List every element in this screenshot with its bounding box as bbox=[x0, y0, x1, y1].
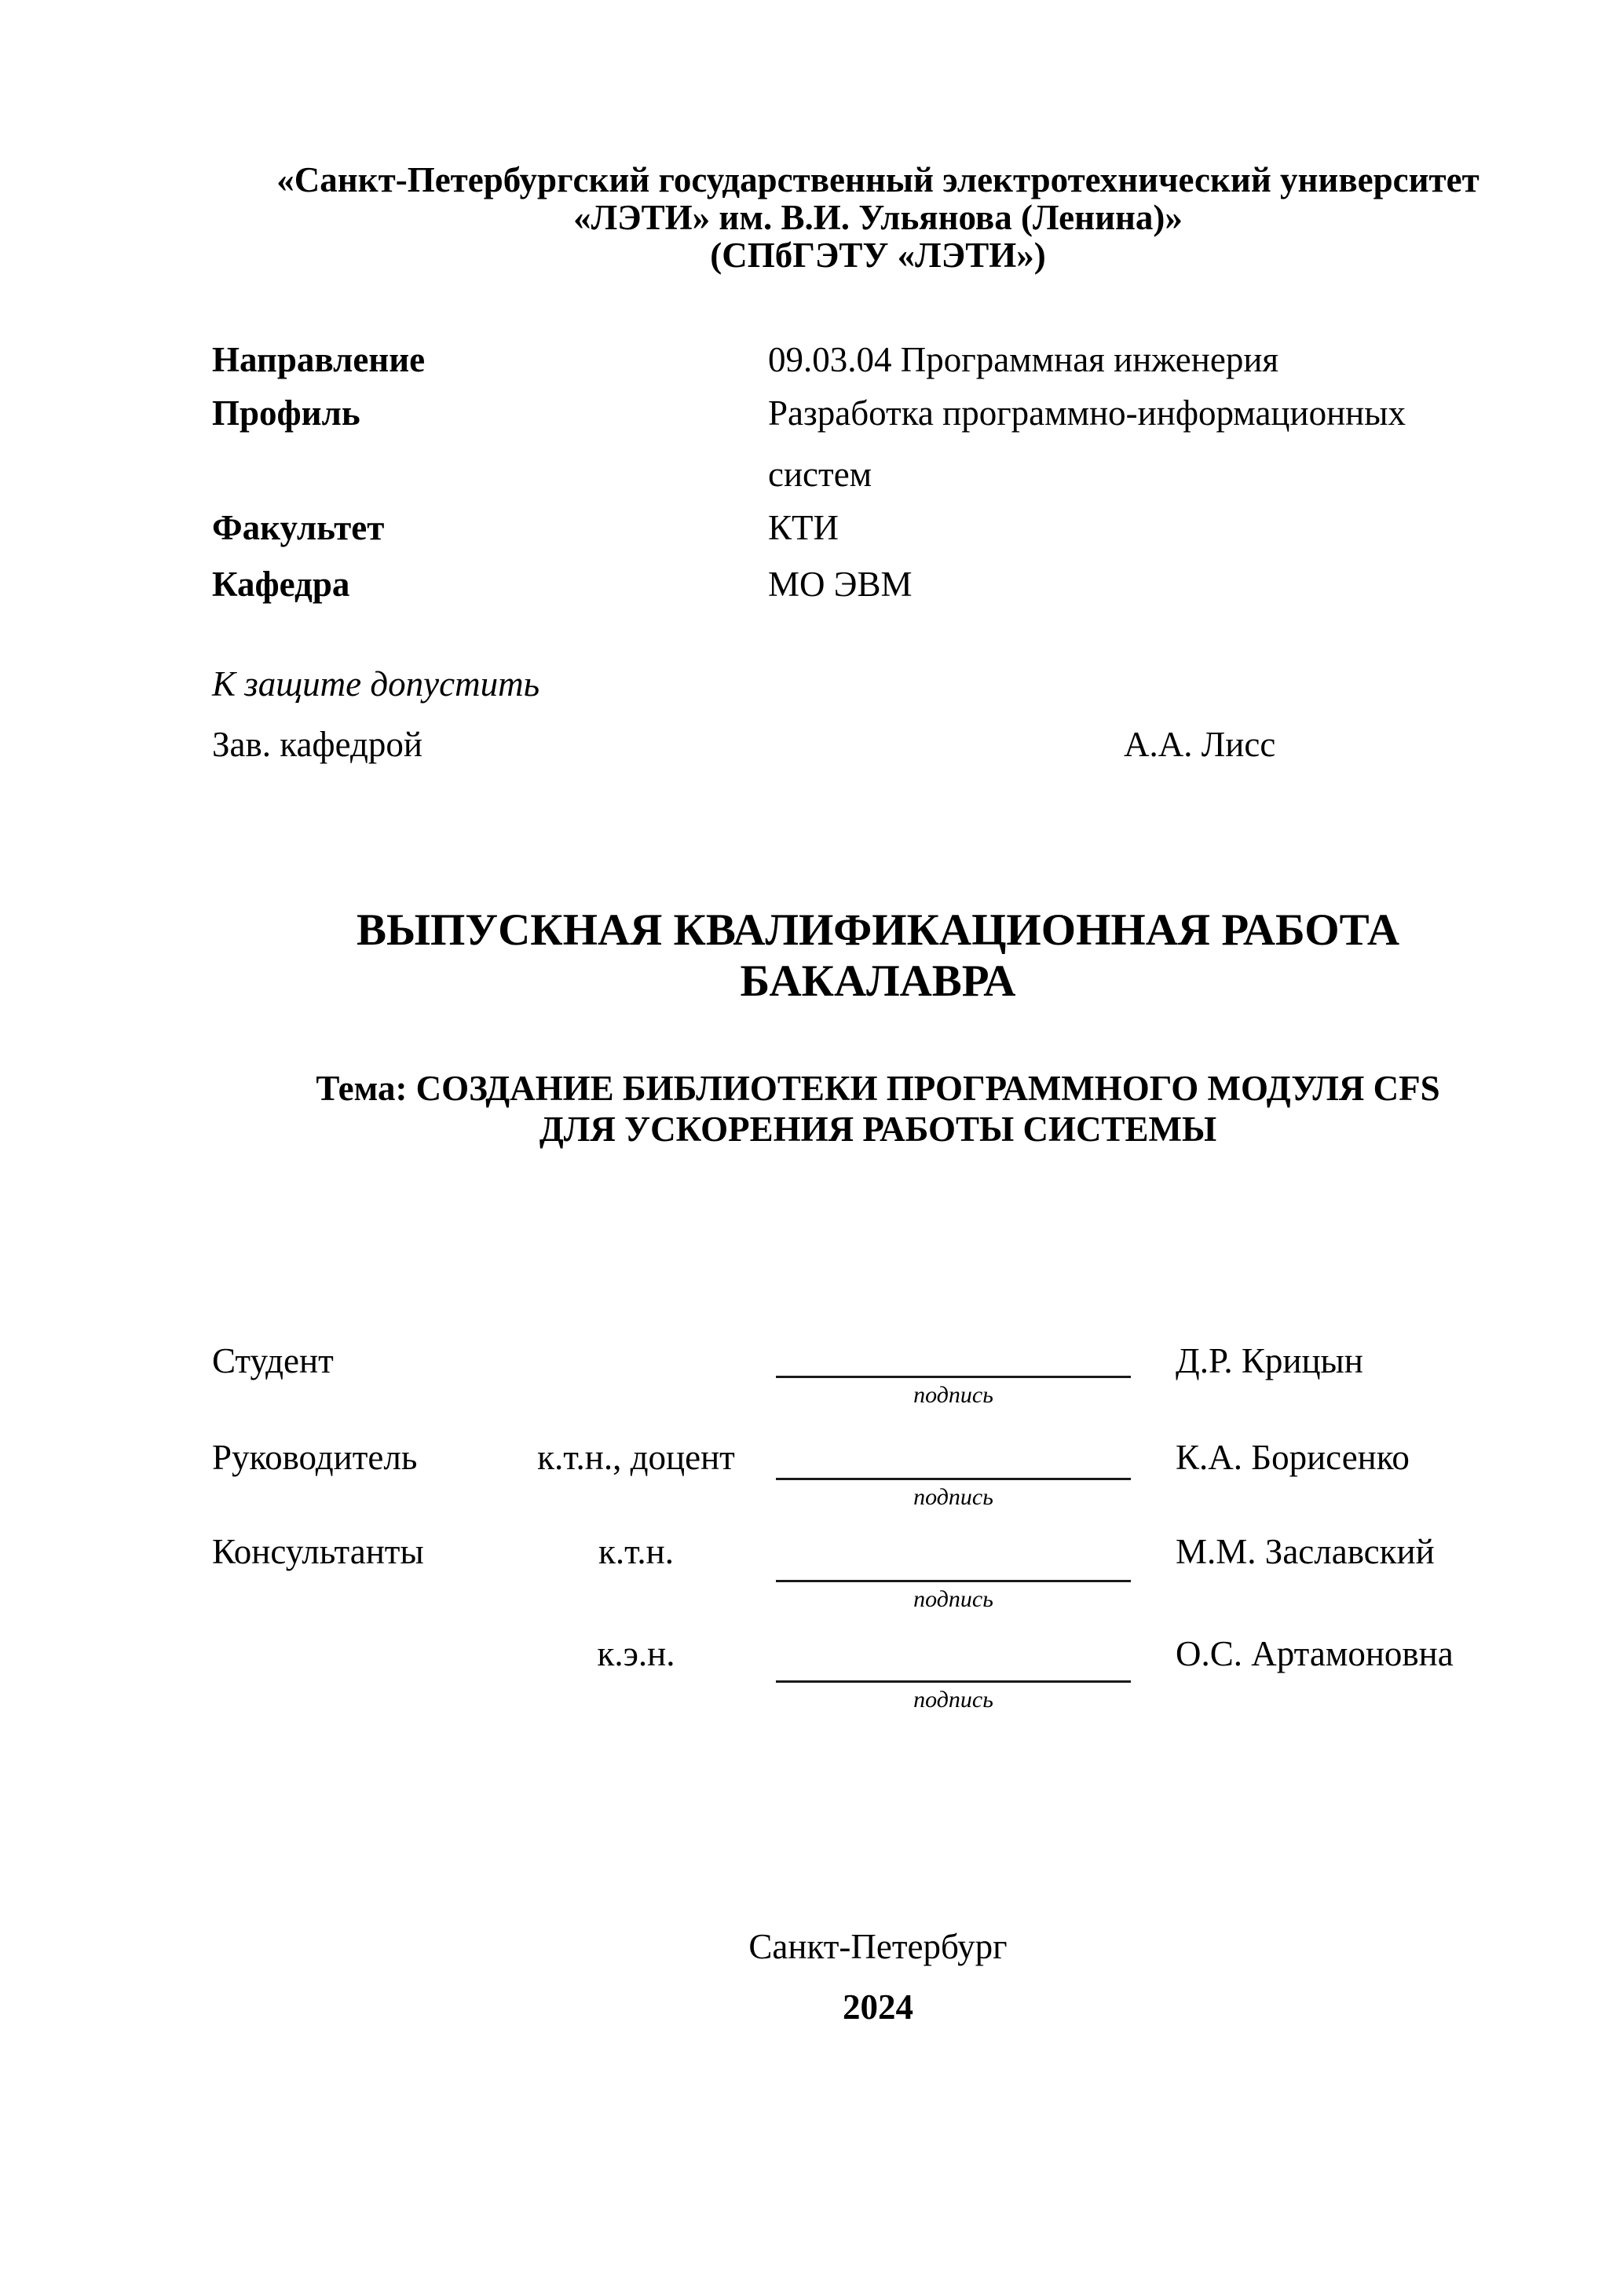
signature-line bbox=[776, 1478, 1131, 1480]
signature-role-student: Студент bbox=[212, 1341, 334, 1380]
university-name-line1: «Санкт-Петербургский государственный электротехнический университет bbox=[276, 160, 1480, 199]
signature-role-consultants: Консультанты bbox=[212, 1532, 424, 1571]
field-value-faculty: КТИ bbox=[768, 508, 839, 547]
footer-city: Санкт-Петербург bbox=[748, 1927, 1008, 1966]
field-value-direction: 09.03.04 Программная инженерия bbox=[768, 340, 1279, 379]
signature-line bbox=[776, 1680, 1131, 1683]
university-name-line2: «ЛЭТИ» им. В.И. Ульянова (Ленина)» bbox=[573, 198, 1183, 237]
department-head-name: А.А. Лисс bbox=[1124, 725, 1276, 764]
footer-year: 2024 bbox=[843, 1987, 913, 2027]
signature-role-supervisor: Руководитель bbox=[212, 1438, 418, 1477]
signature-degree-consultant2: к.э.н. bbox=[597, 1634, 675, 1673]
signature-name-supervisor: К.А. Борисенко bbox=[1176, 1438, 1410, 1477]
department-head-label: Зав. кафедрой bbox=[212, 725, 422, 764]
signature-caption: подпись bbox=[913, 1382, 993, 1408]
signature-caption: подпись bbox=[913, 1687, 993, 1713]
thesis-theme bbox=[212, 1068, 1544, 1150]
field-value-profile-line2: систем bbox=[768, 455, 872, 494]
thesis-theme-line2: ДЛЯ УСКОРЕНИЯ РАБОТЫ СИСТЕМЫ bbox=[539, 1110, 1217, 1149]
university-abbreviation: (СПбГЭТУ «ЛЭТИ») bbox=[710, 236, 1046, 275]
field-label-faculty: Факультет bbox=[212, 508, 385, 547]
signature-degree-consultant1: к.т.н. bbox=[598, 1532, 674, 1571]
thesis-theme-line1: Тема: СОЗДАНИЕ БИБЛИОТЕКИ ПРОГРАММНОГО МОДУЛЯ CFS bbox=[316, 1069, 1440, 1108]
signature-line bbox=[776, 1580, 1131, 1582]
signature-caption: подпись bbox=[913, 1484, 993, 1510]
work-title-line1: ВЫПУСКНАЯ КВАЛИФИКАЦИОННАЯ РАБОТА bbox=[356, 905, 1399, 955]
admit-to-defense-note: К защите допустить bbox=[212, 664, 540, 704]
signature-caption: подпись bbox=[913, 1586, 993, 1612]
work-title-line2: БАКАЛАВРА bbox=[740, 956, 1016, 1006]
signature-name-consultant1: М.М. Заславский bbox=[1176, 1532, 1435, 1571]
field-value-profile-line1: Разработка программно-информационных bbox=[768, 393, 1406, 433]
field-label-direction: Направление bbox=[212, 340, 426, 379]
signature-line bbox=[776, 1376, 1131, 1378]
field-label-profile: Профиль bbox=[212, 393, 360, 433]
work-title bbox=[212, 905, 1544, 1007]
field-label-department: Кафедра bbox=[212, 565, 350, 604]
signature-name-consultant2: О.С. Артамоновна bbox=[1176, 1634, 1454, 1673]
university-header bbox=[212, 161, 1544, 274]
signature-name-student: Д.Р. Крицын bbox=[1176, 1341, 1363, 1380]
field-value-department: МО ЭВМ bbox=[768, 565, 913, 604]
signature-degree-supervisor: к.т.н., доцент bbox=[537, 1438, 735, 1477]
